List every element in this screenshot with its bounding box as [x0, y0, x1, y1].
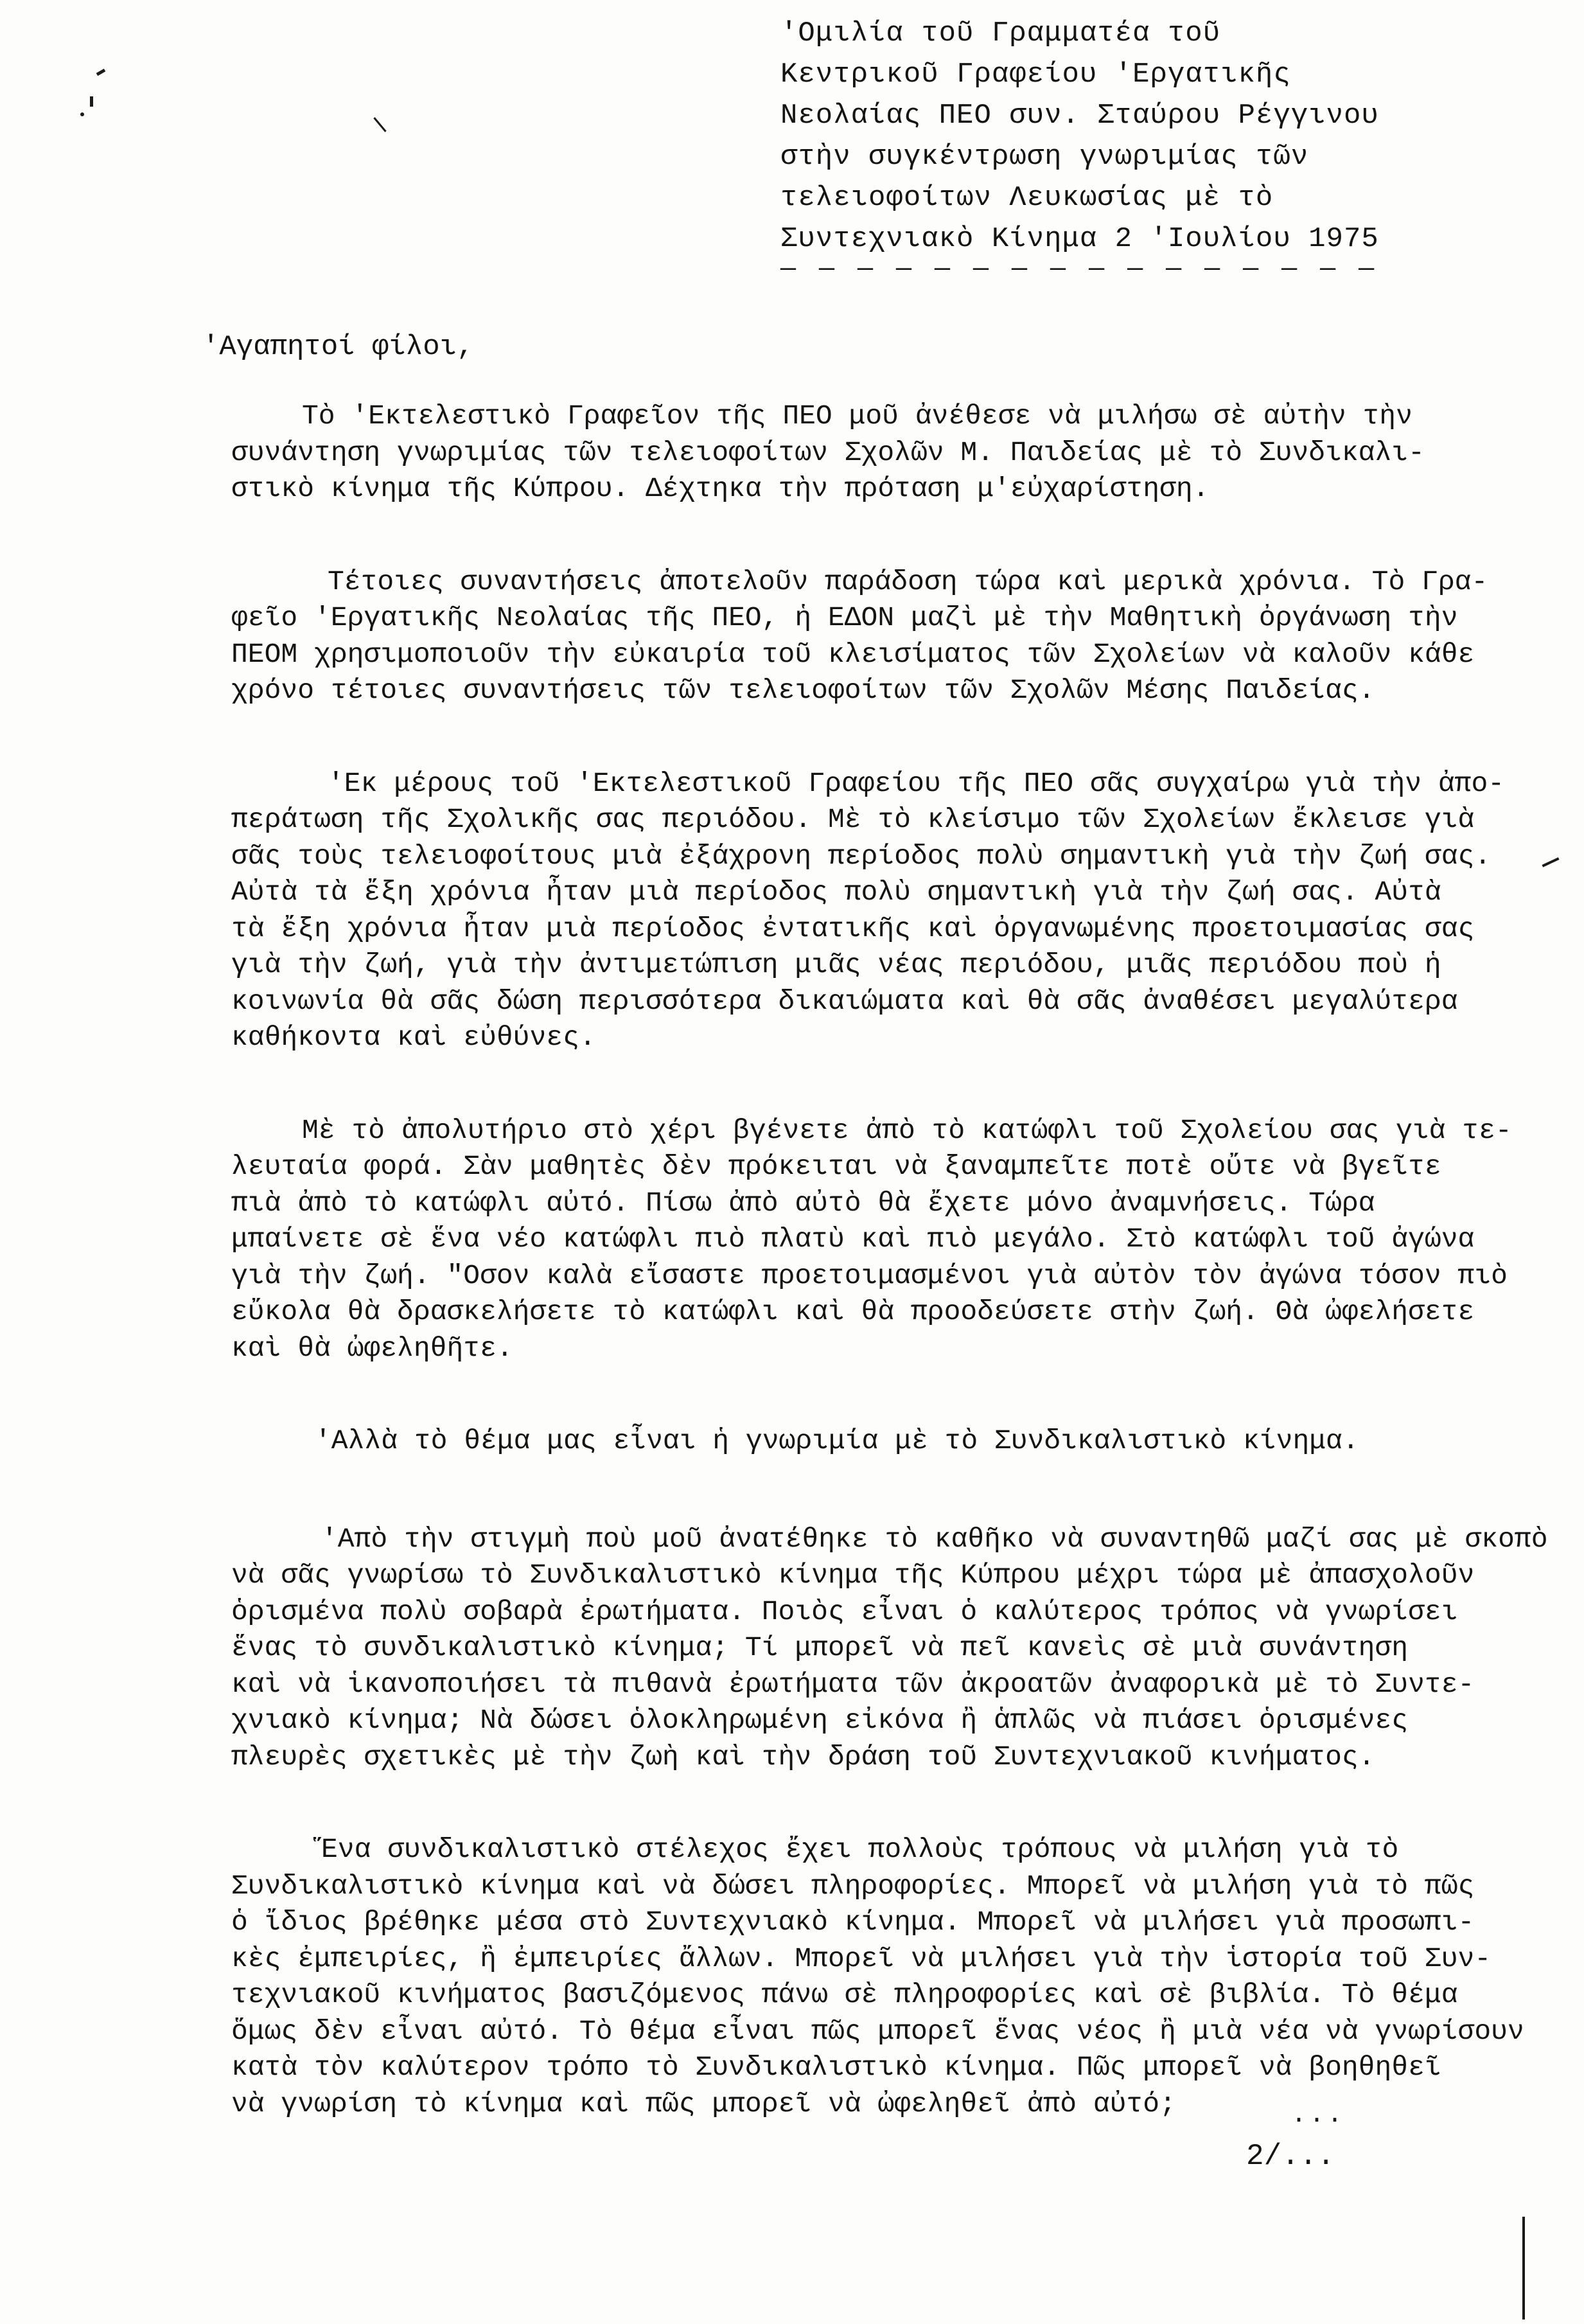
speech-header: [780, 13, 1519, 283]
text-line: 'Απὸ τὴν στιγμὴ ποὺ μοῦ ἀνατέθηκε τὸ καθῆκο νὰ συναντηθῶ μαζί σας μὲ σκοπὸ: [321, 1523, 1548, 1555]
text-line: σᾶς τοὺς τελειοφοίτους μιὰ ἐξάχρονη περίοδος πολὺ σημαντικὴ γιὰ τὴν ζωή σας.: [231, 840, 1492, 872]
text-line: κοινωνία θὰ σᾶς δώση περισσότερα δικαιώματα καὶ θὰ σᾶς ἀναθέσει μεγαλύτερα: [231, 985, 1458, 1017]
scan-speck: [373, 117, 386, 132]
text-line: Ἕνα συνδικαλιστικὸ στέλεχος ἔχει πολλοὺς τρόπους νὰ μιλήση γιὰ τὸ: [321, 1834, 1399, 1865]
text-line: Τὸ 'Εκτελεστικὸ Γραφεῖον τῆς ΠΕΟ μοῦ ἀνέθεσε νὰ μιλήσω σὲ αὐτὴν τὴν: [302, 400, 1412, 432]
text-line: κὲς ἐμπειρίες, ἢ ἐμπειρίες ἄλλων. Μπορεῖ νὰ μιλήσει γιὰ τὴν ἱστορία τοῦ Συν-: [231, 1942, 1492, 1974]
text-line: καὶ νὰ ἱκανοποιήσει τὰ πιθανὰ ἐρωτήματα τῶν ἀκροατῶν ἀναφορικὰ μὲ τὸ Συντε-: [231, 1668, 1475, 1700]
text-line: πιὰ ἀπὸ τὸ κατώφλι αὐτό. Πίσω ἀπὸ αὐτὸ θὰ ἔχετε μόνο ἀναμνήσεις. Τώρα: [231, 1187, 1375, 1219]
text-line: καθήκοντα καὶ εὐθύνες.: [231, 1022, 596, 1053]
text-line: νὰ σᾶς γνωρίσω τὸ Συνδικαλιστικὸ κίνημα τῆς Κύπρου μέχρι τώρα μὲ ἀπασχολοῦν: [231, 1559, 1475, 1591]
text-line: νὰ γνωρίση τὸ κίνημα καὶ πῶς μπορεῖ νὰ ὠφεληθεῖ ἀπὸ αὐτό;: [231, 2088, 1176, 2120]
text-line: τὰ ἔξη χρόνια ἦταν μιὰ περίοδος ἐντατικῆς καὶ ὀργανωμένης προετοιμασίας σας: [231, 912, 1475, 945]
text-line: ὁ ἴδιος βρέθηκε μέσα στὸ Συντεχνιακὸ κίνημα. Μπορεῖ νὰ μιλήσει γιὰ προσωπι-: [231, 1906, 1475, 1938]
text-line: Αὐτὰ τὰ ἔξη χρόνια ἦταν μιὰ περίοδος πολὺ σημαντικὴ γιὰ τὴν ζωή σας. Αὐτὰ: [231, 876, 1441, 908]
scan-speck: [90, 96, 93, 107]
scan-speck: [1522, 2217, 1525, 2320]
text-line: 'Αλλὰ τὸ θέμα μας εἶναι ἡ γνωριμία μὲ τὸ Συνδικαλιστικὸ κίνημα.: [315, 1425, 1359, 1457]
text-line: Τέτοιες συναντήσεις ἀποτελοῦν παράδοση τώρα καὶ μερικὰ χρόνια. Τὸ Γρα-: [328, 565, 1488, 598]
scan-speck: [96, 69, 106, 76]
paragraph-6: [231, 1521, 1548, 1776]
text-line: ὅμως δὲν εἶναι αὐτό. Τὸ θέμα εἶναι πῶς μπορεῖ ἕνας νέος ἢ μιὰ νέα νὰ γνωρίσουν: [231, 2015, 1524, 2047]
paragraph-3: [231, 766, 1505, 1056]
header-line: Κεντρικοῦ Γραφείου 'Εργατικῆς: [780, 58, 1291, 91]
paragraph-7: [231, 1832, 1524, 2122]
header-line: στὴν συγκέντρωση γνωριμίας τῶν: [780, 141, 1309, 173]
header-line: τελειοφοίτων Λευκωσίας μὲ τὸ: [780, 182, 1274, 214]
scan-speck: [80, 112, 84, 116]
header-line: Συντεχνιακὸ Κίνημα 2 'Ιουλίου 1975: [780, 223, 1379, 255]
text-line: γιὰ τὴν ζωή. "Οσον καλὰ εἴσαστε προετοιμασμένοι γιὰ αὐτὸν τὸν ἀγώνα τόσον πιὸ: [231, 1259, 1508, 1291]
text-line: ὁρισμένα πολὺ σοβαρὰ ἐρωτήματα. Ποιὸς εἶναι ὁ καλύτερος τρόπος νὰ γνωρίσει: [231, 1595, 1458, 1628]
paragraph-4: [231, 1113, 1512, 1367]
paragraph-5: [315, 1423, 1490, 1460]
text-line: στικὸ κίνημα τῆς Κύπρου. Δέχτηκα τὴν πρόταση μ'εὐχαρίστηση.: [231, 473, 1210, 504]
text-line: γιὰ τὴν ζωή, γιὰ τὴν ἀντιμετώπιση μιᾶς νέας περιόδου, μιᾶς περιόδου ποὺ ἡ: [231, 949, 1441, 980]
text-line: Συνδικαλιστικὸ κίνημα καὶ νὰ δώσει πληροφορίες. Μπορεῖ νὰ μιλήση γιὰ τὸ πῶς: [231, 1870, 1475, 1902]
continuation-dots: ...: [1291, 2101, 1346, 2130]
header-line: 'Ομιλία τοῦ Γραμματέα τοῦ: [780, 17, 1221, 49]
text-line: περάτωση τῆς Σχολικῆς σας περιόδου. Μὲ τὸ κλείσιμο τῶν Σχολείων ἔκλεισε γιὰ: [231, 804, 1475, 835]
speech-body: [231, 398, 1548, 2179]
text-line: πλευρὲς σχετικὲς μὲ τὴν ζωὴ καὶ τὴν δράση τοῦ Συντεχνιακοῦ κινήματος.: [231, 1741, 1375, 1773]
text-line: εὔκολα θὰ δρασκελήσετε τὸ κατώφλι καὶ θὰ προοδεύσετε στὴν ζωή. Θὰ ὠφελήσετε: [231, 1296, 1475, 1327]
text-line: φεῖο 'Εργατικῆς Νεολαίας τῆς ΠΕΟ, ἡ ΕΔΟΝ μαζὶ μὲ τὴν Μαθητικὴ ὀργάνωση τὴν: [231, 602, 1458, 634]
paragraph-2: [231, 564, 1490, 709]
scan-speck: [1542, 857, 1559, 867]
text-line: 'Εκ μέρους τοῦ 'Εκτελεστικοῦ Γραφείου τῆς ΠΕΟ σᾶς συγχαίρω γιὰ τὴν ἀπο-: [328, 767, 1505, 799]
text-line: ἕνας τὸ συνδικαλιστικὸ κίνημα; Τί μπορεῖ νὰ πεῖ κανεὶς σὲ μιὰ συνάντηση: [231, 1632, 1409, 1663]
text-line: τεχνιακοῦ κινήματος βασιζόμενος πάνω σὲ πληροφορίες καὶ σὲ βιβλία. Τὸ θέμα: [231, 1979, 1458, 2010]
header-line: Νεολαίας ΠΕΟ συν. Σταύρου Ρέγγινου: [780, 100, 1379, 132]
page-number: 2/...: [1246, 2140, 1335, 2173]
text-line: συνάντηση γνωριμίας τῶν τελειοφοίτων Σχολῶν Μ. Παιδείας μὲ τὸ Συνδικαλι-: [231, 436, 1425, 468]
text-line: ΠΕΟΜ χρησιμοποιοῦν τὴν εὐκαιρία τοῦ κλεισίματος τῶν Σχολείων νὰ καλοῦν κάθε: [231, 638, 1475, 670]
paragraph-1: [231, 398, 1490, 508]
text-line: καὶ θὰ ὠφεληθῆτε.: [231, 1332, 513, 1364]
text-line: λευταία φορά. Σὰν μαθητὲς δὲν πρόκειται νὰ ξαναμπεῖτε ποτὲ οὔτε νὰ βγεῖτε: [231, 1151, 1441, 1182]
text-line: κατὰ τὸν καλύτερον τρόπο τὸ Συνδικαλιστικὸ κίνημα. Πῶς μπορεῖ νὰ βοηθηθεῖ: [231, 2052, 1441, 2083]
text-line: μπαίνετε σὲ ἕνα νέο κατώφλι πιὸ πλατὺ καὶ πιὸ μεγάλο. Στὸ κατώφλι τοῦ ἀγώνα: [231, 1223, 1475, 1255]
salutation: 'Αγαπητοί φίλοι,: [202, 331, 474, 363]
header-underline: — — — — — — — — — — — — — — — —: [780, 255, 1378, 284]
text-line: χνιακὸ κίνημα; Νὰ δώσει ὁλοκληρωμένη εἰκόνα ἢ ἁπλῶς νὰ πιάσει ὁρισμένες: [231, 1705, 1409, 1736]
text-line: Μὲ τὸ ἀπολυτήριο στὸ χέρι βγένετε ἀπὸ τὸ κατώφλι τοῦ Σχολείου σας γιὰ τε-: [302, 1114, 1512, 1146]
text-line: χρόνο τέτοιες συναντήσεις τῶν τελειοφοίτων τῶν Σχολῶν Μέσης Παιδείας.: [231, 675, 1375, 706]
